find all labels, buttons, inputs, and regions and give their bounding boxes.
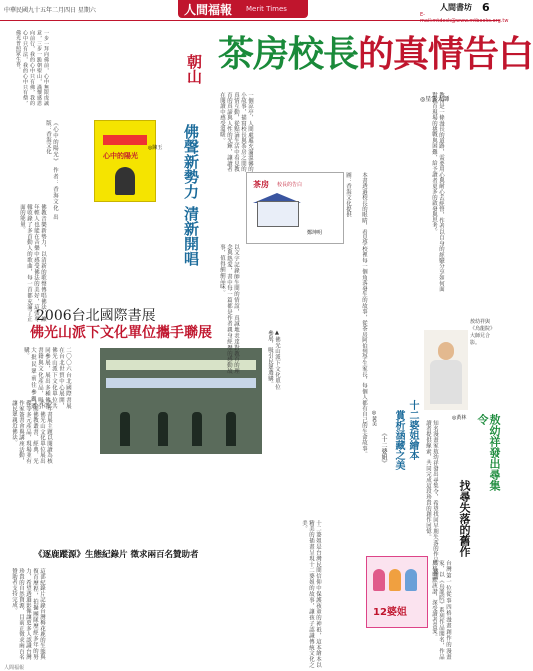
cd-cover-band <box>103 135 147 145</box>
lead-title-part2: 的 <box>358 33 394 75</box>
left-byline: ◎陳玉 <box>148 145 163 151</box>
author-photo-body <box>430 360 462 404</box>
twelve-title-2: 賞析涵藏之美 <box>393 410 404 470</box>
right-byline: ◎黃林 <box>452 415 467 421</box>
cd-cover-image <box>94 120 156 202</box>
documentary-title: 《逐鹿蹤源》生態紀錄片 徵求兩百名贊助者 <box>34 550 199 560</box>
right-title-1: 敖幼祥發出尋集令 <box>476 414 501 491</box>
poem-block <box>14 30 164 108</box>
lead-body-2 <box>218 244 358 374</box>
documentary-body <box>10 568 300 660</box>
twelve-cover-text: 12婆姐 <box>373 607 407 618</box>
twelve-book: 《十二婆姐》 <box>380 430 387 466</box>
page-header <box>0 0 509 24</box>
page-number: 6 <box>482 1 490 14</box>
jing-title-block <box>168 124 200 284</box>
twelve-title-1: 十二婆姐繪本 <box>407 400 418 460</box>
masthead-english: Merit Times <box>246 5 287 13</box>
lead-title-part1: 茶房校長 <box>218 33 359 75</box>
lead-headline <box>218 26 533 90</box>
cover-caption-text: 圖：香海文化提供 <box>345 172 351 218</box>
right-title-1-block <box>476 414 500 494</box>
right-top-body <box>430 92 496 292</box>
jing-title-1: 佛聲新勢力 <box>182 124 200 199</box>
left-body-text: 佛教音樂新勢力，以清新的歌聲傳唱佛法，讓年輕人也能在音樂中感受佛法的美好，這張專輯收錄了多首動人的歌曲，每一首都充滿了正面的能量。 <box>19 204 46 322</box>
author-photo-head <box>438 342 454 360</box>
book-fair-subtitle: 佛光山派下文化單位攜手聯展 <box>30 325 212 341</box>
lead-title <box>218 26 533 77</box>
book-fair-body-2-text: 今年書展主題以閱讀為核心，佛光山文化單位展出人間佛教叢書、經典、光碟等多元產品，現場並有作家簽書會與講座活動，讓民眾親近佛法。 <box>11 400 52 464</box>
cd-caption-text: 《心中的陽光》 作者：香海文化 出版：香海文化 <box>45 120 58 220</box>
book-fair-body-text: 二〇〇六台北國際書展在台北世貿中心展開，佛光山派下文化單位共同參展，展出多種佛教書籍與文化產品，吸引大批民眾前往參觀選購。 <box>23 347 71 409</box>
right-body-2-text: 台灣第一位從事四格漫畫創作的漫畫家，以《烏龍院》系列作品聞名，作品風格幽默詼諧，深受讀者喜愛。 <box>431 560 451 660</box>
jing-title-2: 清新開唱 <box>182 206 200 266</box>
lead-book-cover <box>246 172 344 244</box>
right-body-2 <box>430 560 496 660</box>
right-body-text: 知名漫畫家敖幼祥發出尋集令，希望找回早期失落的作品，邀請讀者提供線索，共同完成這段珍貴的創作回憶。 <box>425 420 438 580</box>
poem-text: 一步一拜向佛前，心中無限虔誠意，三步一跪朝聖山，滿懷感恩向前行，我的心中只有佛，我的心中只有法，我的心中只有僧，佛光普照眾生喜。 <box>15 30 49 106</box>
author-photo-caption: 敖幼祥與《烏龍院》大師兄合影。 <box>470 319 496 346</box>
lead-byline: ◎星雲大師 <box>420 96 450 103</box>
right-body <box>424 420 472 580</box>
book-fair-body-2 <box>10 400 96 464</box>
section-name: 人間書坊 <box>440 3 472 12</box>
cover-title: 茶房 <box>253 180 269 189</box>
book-fair-photo-caption-text: ▲佛光山派下文化單位參展，吸引民眾選購。 <box>267 330 280 390</box>
column-title: 朝山 <box>185 54 203 84</box>
twelve-sisters-headline <box>358 400 418 520</box>
book-fair-title: 2006台北國際書展 <box>36 308 156 324</box>
documentary-body-text: 這部紀錄片記錄台灣梅花鹿的生態與復育歷程，拍攝團隊歷經多年的努力，希望透過影像讓更多人認識台灣珍貴的自然資源，目前正徵求兩百名贊助者支持完成。 <box>11 568 45 660</box>
lead-title-part3: 真情告白 <box>393 33 533 75</box>
documentary-headline <box>34 544 294 564</box>
footer-text: 人間福報 <box>4 665 25 671</box>
twelve-sisters-cover <box>366 556 428 628</box>
issue-date: 中華民國九十五年二月四日 星期六 <box>4 7 96 14</box>
cover-subtitle: 校長的告白 <box>277 182 303 188</box>
twelve-sisters-body-text: 十二婆姐是台灣民間信仰中保護孩童的神祇，這本繪本以精美的插畫呈現十二婆姐的故事，讓孩子認識傳統文化之美。 <box>301 520 321 668</box>
author-photo <box>424 330 468 410</box>
masthead <box>178 0 308 18</box>
lead-body-text: 一個涼亭，人間處處充滿溫馨的小故事，描寫校長與茶房之間的真情互動，從點滴生活中看見教育的真諦與人性的光輝，讓讀者在閱讀中感受溫暖。 <box>219 92 253 172</box>
cover-caption <box>344 172 358 242</box>
masthead-name: 人間福報 <box>184 3 233 17</box>
cover-author: 鄭坤明 <box>307 230 323 236</box>
page-footer <box>0 664 500 670</box>
cd-cover-title: 心中的陽光 <box>103 152 138 160</box>
right-title-2: 找尋失落的舊作 <box>458 480 471 557</box>
cd-cover-figure <box>115 167 135 195</box>
cover-house <box>257 201 299 227</box>
lead-body-2-text: 以文字記錄師生間的情誼，真誠地表達對教育的理念與熱愛，書中每一篇都是作者親身經歷的感動故事，值得細細品味。 <box>219 244 239 374</box>
twelve-byline: ◎黃美 <box>371 410 377 426</box>
right-top-body-text: 教育是一條漫長的道路，需要用心與耐心去經營，作者以自身的經驗分享如何面對教育現場的挑戰與困難，給予讀者更多的啟發與思考。 <box>431 92 444 292</box>
section-email[interactable]: E-mail:mtdesk@www.mtbooks.org.tw <box>420 12 509 24</box>
twelve-sisters-body <box>300 520 360 668</box>
lead-body-3-text: 本書透過校長的眼睛，看見學校裡每一個角落發生的故事，從茶房阿伯到學生家長，每個人都有自己的生命故事。 <box>361 172 367 457</box>
